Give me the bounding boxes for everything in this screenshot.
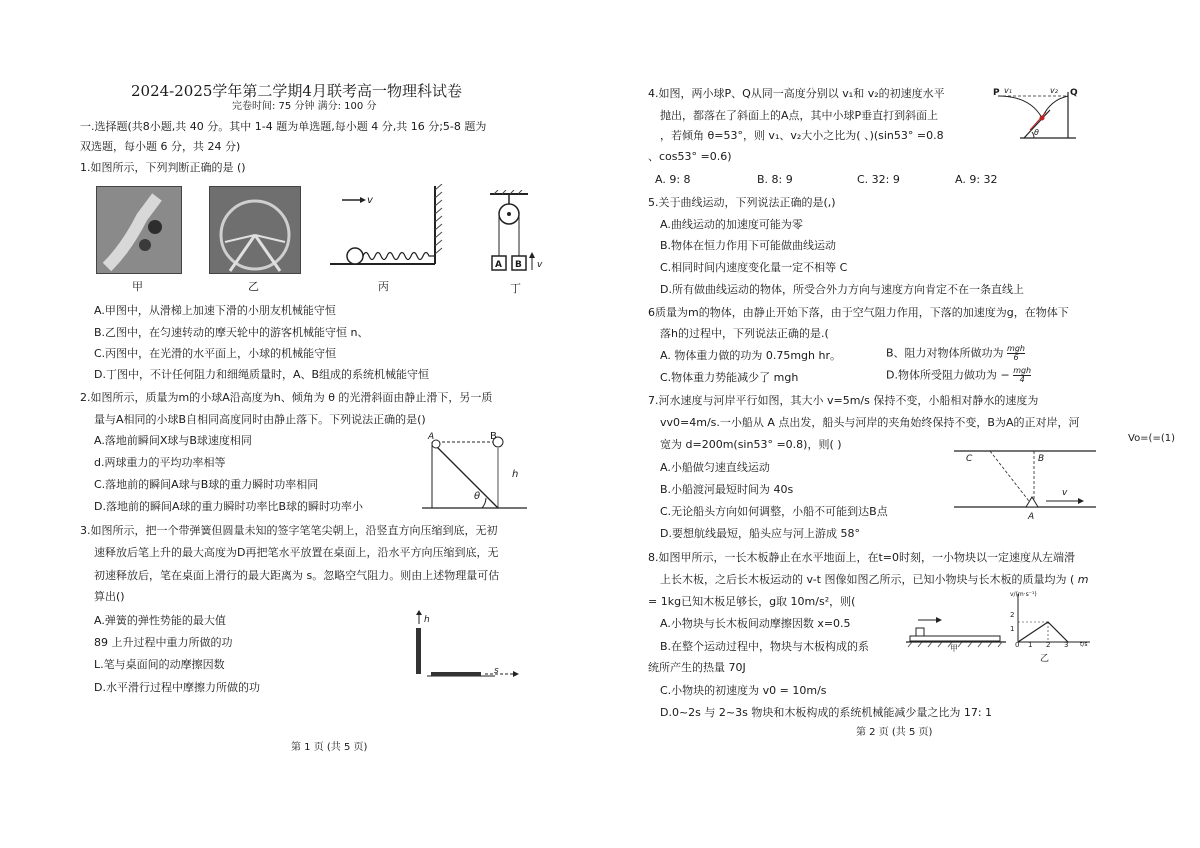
q7-fig-v-label: v (1062, 488, 1068, 498)
q6-b-denominator: 6 (1013, 353, 1019, 362)
q6-option-a: A. 物体重力做的功为 0.75mgh hr。 (660, 349, 841, 362)
q2-option-d: D.落地前的瞬间A球的重力瞬时功率比B球的瞬时功率小 (94, 500, 364, 513)
pen-svg (405, 610, 525, 680)
q7-fig-a-label: A (1028, 512, 1035, 522)
exam-subtitle: 完卷时间: 75 分钟 满分: 100 分 (232, 101, 377, 112)
exam-title: 2024-2025学年第二学期4月联考高一物理科试卷 (131, 82, 462, 100)
q1-fig-a-label: A (495, 260, 502, 270)
q3-line1: 3.如图所示，把一个带弹簧但圆量未知的签字笔笔尖朝上，沿竖直方向压缩到底，无初 (80, 524, 498, 537)
vt-x-tick-1: 1 (1028, 641, 1033, 649)
q8-option-b: B.在整个运动过程中，物块与木板构成的系 (660, 640, 870, 653)
vt-y-label: v/(m·s⁻¹) (1010, 591, 1037, 598)
q6-b-numerator: mgh (1007, 344, 1025, 353)
q7-line3: 宽为 d=200m(sin53° =0.8)，则( ) (660, 438, 842, 451)
q7-fig-b-label: B (1038, 454, 1045, 464)
river-svg (950, 445, 1100, 525)
q6-option-b-fraction (1007, 345, 1025, 362)
footer-left: 第 1 页 (共 5 页) (291, 742, 368, 753)
q8-line3: = 1kg已知木板足够长，g取 10m/s²，则( (648, 595, 856, 608)
q6-option-d-fraction (1013, 367, 1031, 384)
vt-x-label: t/s (1080, 641, 1088, 648)
q6-option-b-text: B、阻力对物体所做功为 (886, 346, 1004, 360)
q3-option-d: D.水平滑行过程中摩擦力所做的功 (94, 681, 260, 694)
q5-option-d: D.所有做曲线运动的物体，所受合外力方向与速度方向肯定不在一条直线上 (660, 283, 1024, 296)
q8-line2 (660, 573, 1089, 587)
q3-line3: 初速释放后，笔在桌面上滑行的最大距离为 s。忽略空气阻力。则由上述物理量可估 (94, 569, 500, 582)
q2-option-a: A.落地前瞬间X球与B球速度相同 (94, 434, 252, 447)
q8-line2-m: m (1077, 573, 1089, 586)
q2-line1: 2.如图所示，质量为m的小球A沿高度为h、倾角为 θ 的光滑斜面由静止滑下，另一质 (80, 391, 493, 404)
q4-fig-theta-label: θ (1034, 128, 1039, 137)
spring-ball-svg (330, 184, 450, 274)
q2-fig-a-label: A (428, 432, 435, 442)
q1-caption-yi: 乙 (248, 280, 259, 293)
q5-option-c: C.相同时间内速度变化量一定不相等 C (660, 261, 848, 274)
q1-option-a: A.甲图中，从滑梯上加速下滑的小朋友机械能守恒 (94, 304, 336, 317)
q3-option-b: 89 上升过程中重力所做的功 (94, 636, 233, 649)
q4-line4: 、cos53° =0.6) (648, 150, 732, 163)
river-diagram (950, 445, 1100, 525)
q4-fig-v1-label: v₁ (1004, 86, 1012, 95)
q8-line1: 8.如图甲所示，一长木板静止在水平地面上，在t=0时刻，一小物块以一定速度从左端滑 (648, 551, 1076, 564)
section-heading-line1: 一.选择题(共8小题,共 40 分。其中 1-4 题为单选题,每小题 4 分,共 16 分;5-8 题为 (80, 120, 487, 133)
q7-option-c: C.无论船头方向如何调整，小船不可能到达B点 (660, 505, 888, 518)
q1-stem: 1.如图所示，下列判断正确的是 () (80, 161, 246, 174)
q4-fig-p-label: P (993, 88, 1000, 98)
q3-fig-s-label: s (494, 666, 499, 676)
q6-d-numerator: mgh (1013, 366, 1032, 375)
q4-option-d: A. 9: 32 (955, 173, 998, 186)
q1-caption-jia: 甲 (132, 280, 143, 293)
q5-stem: 5.关于曲线运动，下列说法正确的是(,) (648, 196, 836, 209)
q3-line4: 算出() (94, 590, 125, 603)
pen-diagram (405, 610, 525, 680)
q3-fig-h-label: h (424, 615, 430, 625)
q4-line3: ，若倾角 θ=53°，则 v₁、v₂大小之比为( 、)(sin53° =0.8 (660, 129, 944, 142)
q7-fig-c-label: C (966, 454, 973, 464)
q6-option-b (886, 345, 1025, 362)
q8-option-c: C.小物块的初速度为 v0 = 10m/s (660, 684, 827, 697)
q4-option-c: C. 32: 9 (857, 173, 900, 186)
q8-option-d: D.0~2s 与 2~3s 物块和木板构成的系统机械能减少量之比为 17: 1 (660, 706, 993, 719)
q1-caption-bing: 丙 (378, 280, 389, 293)
q4-line1: 4.如图，两小球P、Q从同一高度分别以 v₁和 v₂的初速度水平 (648, 87, 945, 100)
q7-option-a: A.小船做匀速直线运动 (660, 461, 770, 474)
q7-option-d: D.要想航线最短，船头应与河上游成 58° (660, 527, 860, 540)
vt-line (1018, 622, 1068, 642)
q2-line2: 量与A相同的小球B自相同高度同时由静止落下。下列说法正确的是() (94, 413, 426, 426)
q1-option-c: C.丙图中，在光滑的水平面上，小球的机械能守恒 (94, 347, 337, 360)
slide-photo-art (97, 187, 181, 273)
ferris-wheel-photo (209, 186, 301, 274)
q1-fig-v-label: v (367, 195, 373, 206)
q6-d-denominator: 4 (1019, 375, 1025, 384)
q6-option-c: C.物体重力势能减少了 mgh (660, 371, 799, 384)
q6-line2: 落h的过程中，下列说法正确的是.( (660, 327, 829, 340)
q3-option-c: L.笔与桌面间的动摩擦因数 (94, 658, 225, 671)
q1-fig-b-label: B (515, 260, 522, 270)
q8-fig-yi-label: 乙 (1040, 654, 1050, 664)
q7-option-b: B.小船渡河最短时间为 40s (660, 483, 794, 496)
slide-photo (96, 186, 182, 274)
q6-option-d (886, 367, 1031, 384)
q4-option-b: B. 8: 9 (757, 173, 793, 186)
q2-option-b: d.两球重力的平均功率相等 (94, 456, 226, 469)
q5-option-b: B.物体在恒力作用下可能做曲线运动 (660, 239, 837, 252)
q2-fig-theta-label: θ (474, 491, 481, 502)
vt-x-tick-3: 3 (1064, 641, 1069, 649)
q1-fig-v2-label: v (537, 260, 543, 270)
q1-option-b: B.乙图中，在匀速转动的摩天轮中的游客机械能守恒 n、 (94, 326, 369, 339)
q7-line1: 7.河水速度与河岸平行如图，其大小 v=5m/s 保持不变，小船相对静水的速度为 (648, 394, 1039, 407)
q3-option-a: A.弹簧的弹性势能的最大值 (94, 614, 226, 627)
q6-option-d-text: D.物体所受阻力做功为 − (886, 368, 1010, 382)
section-heading-line2: 双选题，每小题 6 分，共 24 分) (80, 140, 241, 153)
q4-option-a: A. 9: 8 (655, 173, 691, 186)
q4-line2: 抛出，都落在了斜面上的A点，其中小球P垂直打到斜面上 (660, 109, 939, 122)
footer-right: 第 2 页 (共 5 页) (856, 727, 933, 738)
q4-fig-v2-label: v₂ (1050, 86, 1058, 95)
q8-fig-jia-label: 甲 (950, 644, 958, 653)
q8-option-b-cont: 统所产生的热量 70J (648, 661, 746, 674)
vt-x-tick-0: 0 (1015, 641, 1020, 649)
q8-option-a: A.小物块与长木板间动摩擦因数 x=0.5 (660, 617, 851, 630)
q5-option-a: A.曲线运动的加速度可能为零 (660, 218, 803, 231)
spring-ball-diagram (330, 184, 450, 274)
vt-y-tick-2: 2 (1010, 611, 1015, 619)
q7-margin-note: Vo=(=(1) (1128, 433, 1176, 444)
vt-y-tick-1: 1 (1010, 625, 1015, 633)
ferris-wheel-art (210, 187, 300, 273)
q4-fig-q-label: Q (1070, 88, 1078, 98)
q2-fig-b-label: B (490, 431, 497, 442)
q1-caption-ding: 丁 (510, 282, 521, 295)
q1-option-d: D.丁图中，不计任何阻力和细绳质量时，A、B组成的系统机械能守恒 (94, 368, 430, 381)
vt-x-tick-2: 2 (1046, 641, 1051, 649)
q6-line1: 6质量为m的物体，由静止开始下落，由于空气阻力作用，下落的加速度为g，在物体下 (648, 306, 1069, 319)
q3-line2: 速释放后笔上升的最大高度为D再把笔水平放置在桌面上，沿水平方向压缩到底，无 (94, 546, 499, 559)
q8-line2-text: 上长木板，之后长木板运动的 v-t 图像如图乙所示，已知小物块与长木板的质量均为 ( (660, 573, 1075, 586)
q7-line2: vv0=4m/s.一小船从 A 点出发，船头与河岸的夹角始终保持不变，B为A的正对岸，河 (660, 416, 1080, 429)
q2-fig-h-label: h (512, 469, 519, 480)
q2-option-c: C.落地前的瞬间A球与B球的重力瞬时功率相同 (94, 478, 319, 491)
